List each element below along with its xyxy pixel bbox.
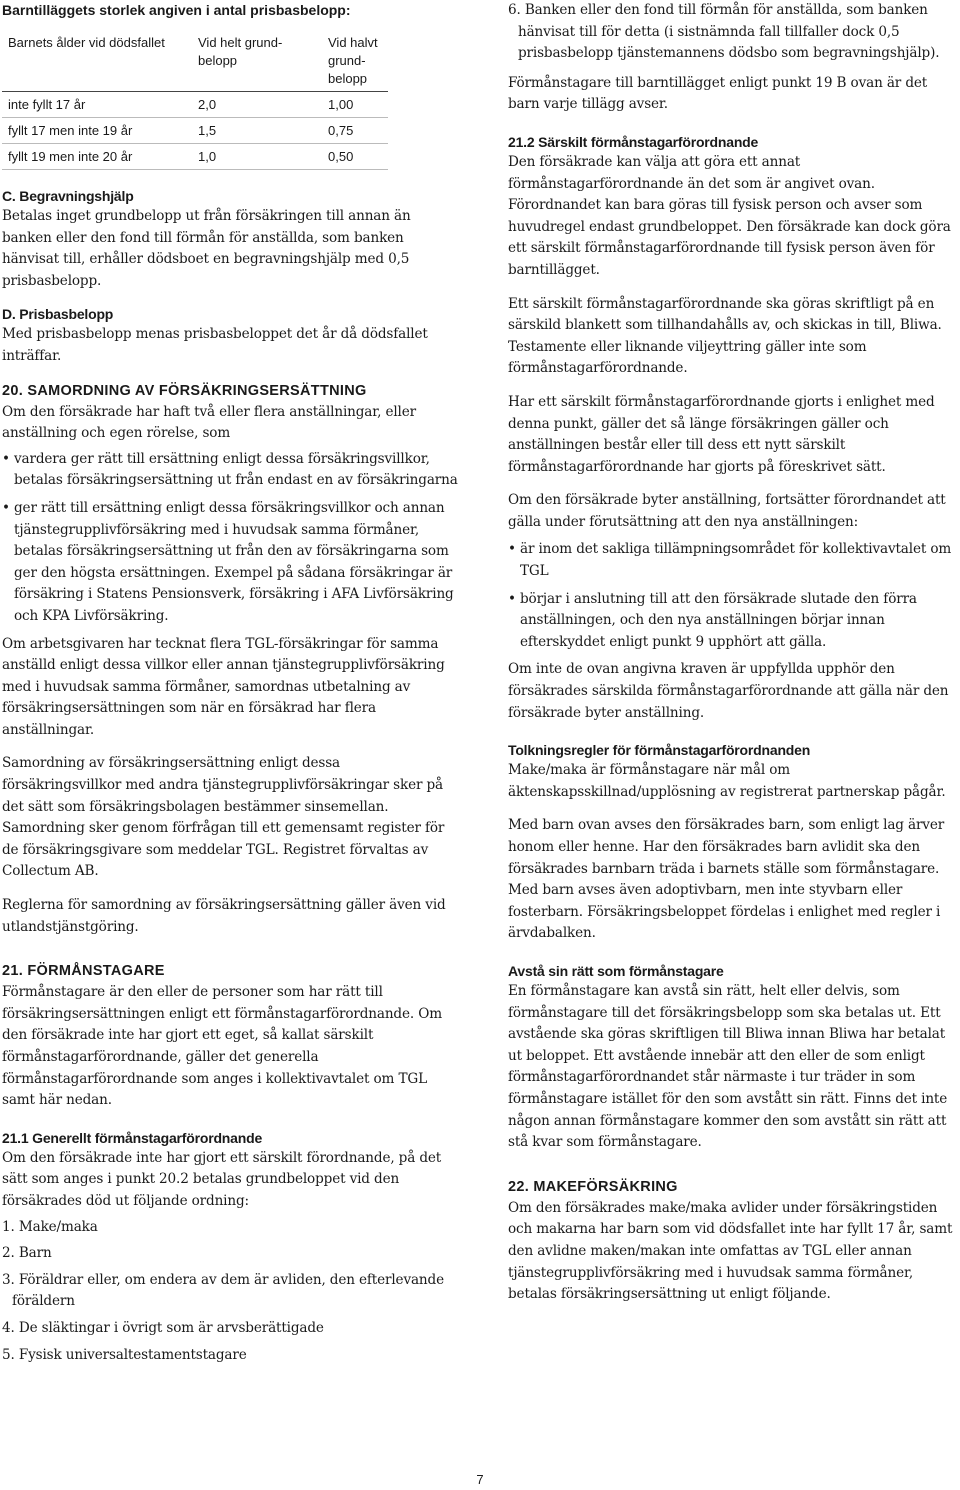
interpretation-paragraph-1: Make/maka är förmånstagare när mål om äktenskapsskillnad/upplösning av registrerat partnerskap pågår. xyxy=(508,762,946,800)
section-22-text: Om den försäkrades make/maka avlider under försäkringstiden och makarna har barn som vid dödsfallet inte har fyllt 17 år, samt den avlidne maken/makan inte omfattas av TGL eller annan tjänstegrupplivförsäkring med i huvudsak samma förmåner, betalas försäkringsersättning ut enligt följande. xyxy=(508,1199,953,1303)
section-21-2-paragraph-5: Om inte de ovan angivna kraven är uppfyllda upphör den försäkrades särskilda förmånstagarförordnande att gälla när den försäkrade byter anställning. xyxy=(508,661,949,721)
list-item: • börjar i anslutning till att den försäkrade slutade den förra anställningen, och den nya anställningen börjar innan efterskyddet enligt punkt 9 upphört att gälla. xyxy=(508,589,958,654)
child-benefit-beneficiary: Förmånstagare till barntillägget enligt punkt 19 B ovan är det barn varje tillägg avser. xyxy=(508,74,928,113)
section-20-intro: Om den försäkrade har haft två eller flera anställningar, eller anställning och egen rörelse, som xyxy=(2,403,416,442)
waiver-text: En förmånstagare kan avstå sin rätt, helt eller delvis, som förmånstagare till det försäkringsbelopp som ska betalas ut. Ett avstående ska göras skriftligen till Bliwa innan Bliwa har betalat ut beloppet. Ett avstående innebär att den eller de som enligt förmånstagarförordnandet står närmaste i tur träder in som förmånstagare istället för den som avstått sin rätt. Finns det inte någon annan förmånstagare kommer den som avstått sin rätt att stå kvar som förmånstagare. xyxy=(508,982,948,1151)
table-row xyxy=(2,118,388,144)
section-21-2-paragraph-3: Har ett särskilt förmånstagarförordnande gjorts i enlighet med denna punkt, gäller det så länge försäkringen gäller och anställningen består eller till dess ett nytt särskilt förmånstagarförordnande har gjorts på föreskrivet sätt. xyxy=(508,393,935,475)
table-cell: 1,5 xyxy=(198,123,217,138)
section-21-2-bullets xyxy=(508,539,958,653)
table-row xyxy=(2,144,388,170)
table-header-age: Barnets ålder vid dödsfallet xyxy=(8,35,165,50)
item-6: 6. Banken eller den fond till förmån för anställda, som banken hänvisat till för detta (i sistnämnda fall tillfaller dock 0,5 prisbasbelopp tjänstemannens dödsbo som begravningshjälp). xyxy=(508,2,940,62)
section-20-paragraph-2: Samordning av försäkringsersättning enligt dessa försäkringsvillkor med andra tjänstegrupplivförsäkringar sker på det sätt som försäkringsbolagen bestämmer sinsemellan. Samordning sker genom förfrågan till ett gemensamt register för de försäkringsgivare som meddelar TGL. Registret förvaltas av Collectum AB. xyxy=(2,755,445,880)
section-c-heading: C. Begravningshjälp xyxy=(2,188,134,204)
section-d-heading: D. Prisbasbelopp xyxy=(2,306,114,323)
section-20-heading: 20. SAMORDNING AV FÖRSÄKRINGSERSÄTTNING xyxy=(2,382,367,399)
section-20-paragraph-3: Reglerna för samordning av försäkringsersättning gäller även vid utlandstjänstgöring. xyxy=(2,897,446,935)
table-header-full: Vid helt grund-belopp xyxy=(198,35,283,68)
child-benefit-table xyxy=(2,30,388,170)
list-item: 2. Barn xyxy=(2,1245,52,1262)
section-c-text: Betalas inget grundbelopp ut från försäkringen till annan än banken eller den fond till förmån för anställda, som banken hänvisat till, erhåller dödsboet en begravningshjälp med 0,5 prisbasbelopp. xyxy=(2,208,411,289)
interpretation-paragraph-2: Med barn ovan avses den försäkrades barn, som enligt lag ärver honom eller henne. Har den försäkrades barn avlidit ska den försäkrades barnbarn träda i barnets ställe som förmånstagare. Med barn avses även adoptivbarn, men inte styvbarn eller fosterbarn. Försäkringsbeloppet fördelas i enlighet med regler i ärvdabalken. xyxy=(508,817,945,942)
section-21-2-paragraph-1: Den försäkrade kan välja att göra ett annat förmånstagarförordnande än det som är angivet ovan. Förordnandet kan bara göras till fysisk person och avser som huvudregel endast grundbeloppet. Den försäkrade kan dock göra ett särskilt förmånstagarförordnande till fysisk person även för barntillägget. xyxy=(508,153,951,278)
section-21-2-paragraph-4: Om den försäkrade byter anställning, fortsätter förordnandet att gälla under förutsättning att den nya anställningen: xyxy=(508,492,946,530)
table-cell: 2,0 xyxy=(198,97,217,112)
table-cell: fyllt 19 men inte 20 år xyxy=(8,149,133,164)
table-cell: 0,50 xyxy=(328,149,354,164)
table-cell: 1,00 xyxy=(328,97,354,112)
right-column xyxy=(508,0,958,1306)
section-21-2-paragraph-2: Ett särskilt förmånstagarförordnande ska göras skriftligt på en särskild blankett som tillhandahålls av, och skickas in till, Bliwa. Testamente eller liknande viljeyttring gäller inte som förmånstagarförordnande. xyxy=(508,295,942,377)
section-21-2-heading: 21.2 Särskilt förmånstagarförordnande xyxy=(508,133,759,150)
table-title: Barntilläggets storlek angiven i antal prisbasbelopp: xyxy=(2,2,351,18)
table-cell: inte fyllt 17 år xyxy=(8,97,86,112)
list-item: 1. Make/maka xyxy=(2,1218,98,1235)
left-column xyxy=(2,0,462,1371)
list-item: 5. Fysisk universaltestamentstagare xyxy=(2,1346,247,1363)
interpretation-heading: Tolkningsregler för förmånstagarförordnanden xyxy=(508,742,811,759)
list-item: 4. De släktingar i övrigt som är arvsberättigade xyxy=(2,1319,324,1336)
section-20-bullets xyxy=(2,449,462,628)
list-item: • vardera ger rätt till ersättning enligt dessa försäkringsvillkor, betalas försäkringsersättning ut från endast en av försäkringarna xyxy=(2,449,462,492)
table-cell: 0,75 xyxy=(328,123,354,138)
waiver-heading: Avstå sin rätt som förmånstagare xyxy=(508,962,724,979)
table-header-half: Vid halvt grund-belopp xyxy=(328,35,378,86)
section-21-text: Förmånstagare är den eller de personer som har rätt till försäkringsersättningen enligt ett förmånstagarförordnande. Om den försäkrade inte har gjort ett eget, så kallat särskilt förmånstagarförordnande, gäller det generella förmånstagarförordnande som anges i kollektivavtalet om TGL samt här nedan. xyxy=(2,984,442,1109)
list-item: 3. Föräldrar eller, om endera av dem är avliden, den efterlevande föräldern xyxy=(2,1271,444,1310)
section-21-1-text: Om den försäkrade inte har gjort ett särskilt förordnande, på det sätt som anges i punkt 20.2 betalas grundbeloppet vid den försäkrades död ut följande ordning: xyxy=(2,1149,442,1209)
section-22-heading: 22. MAKEFÖRSÄKRING xyxy=(508,1178,678,1195)
table-header-row xyxy=(2,30,388,92)
table-cell: fyllt 17 men inte 19 år xyxy=(8,123,133,138)
section-20-paragraph-1: Om arbetsgivaren har tecknat flera TGL-försäkringar för samma anställd enligt dessa villkor eller annan tjänstegrupplivförsäkring med i huvudsak samma förmåner, samordnas utbetalning av försäkringsersättningen som när en försäkrad har flera anställningar. xyxy=(2,635,445,738)
beneficiary-order-list xyxy=(2,1217,462,1367)
table-row xyxy=(2,92,388,118)
page-number: 7 xyxy=(476,1472,484,1487)
table-cell: 1,0 xyxy=(198,149,217,164)
list-item: • ger rätt till ersättning enligt dessa försäkringsvillkor och annan tjänstegrupplivförsäkring med i huvudsak samma förmåner, betalas försäkringsersättning ut från den av försäkringarna som ger den högsta ersättningen. Exempel på sådana försäkringar är försäkring i Statens Pensionsverk, försäkring i AFA Livförsäkring och KPA Livförsäkring. xyxy=(2,498,462,628)
section-d-text: Med prisbasbelopp menas prisbasbeloppet det år då dödsfallet inträffar. xyxy=(2,326,428,364)
list-item: • är inom det sakliga tillämpningsområdet för kollektivavtalet om TGL xyxy=(508,539,958,582)
section-21-1-heading: 21.1 Generellt förmånstagarförordnande xyxy=(2,1129,263,1146)
section-21-heading: 21. FÖRMÅNSTAGARE xyxy=(2,963,165,980)
